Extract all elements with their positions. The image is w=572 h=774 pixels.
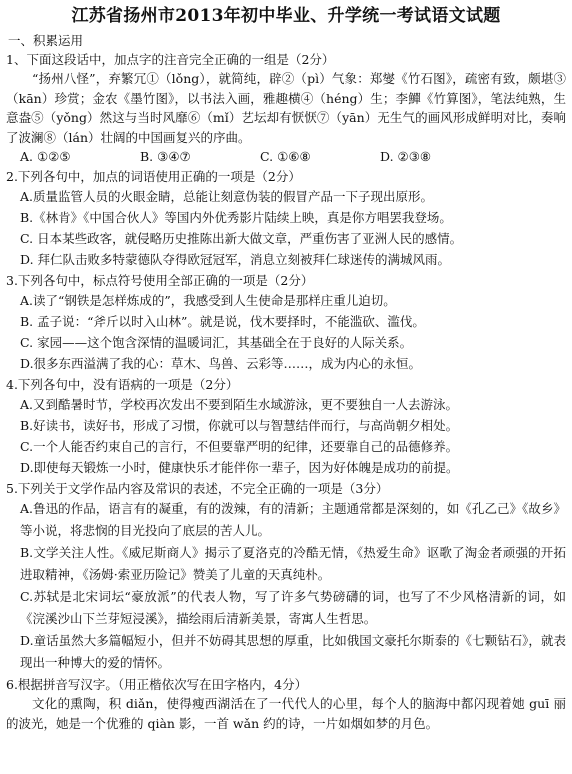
option-a: A.质量监管人员的火眼金睛，总能让刻意伪装的假冒产品一下子现出原形。 [20, 189, 434, 204]
option-d: D.很多东西溢满了我的心：草木、鸟兽、云彩等……，成为内心的永恒。 [20, 356, 422, 371]
question-3 [6, 272, 566, 374]
question-1-passage: “扬州八怪”，弃繁冗①（lǒng），就简纯，辟②（pì）气象：郑燮《竹石图》，疏密有致，颇堪③（kān）珍赏；金农《墨竹图》，以书法入画，雅趣横④（héng）生；李鱓《竹算图》，笔法纯熟，生意盎⑤（yǒng）然这与当时风靡⑥（mǐ）艺坛却有恹恹⑦（yān）无生气的画风形成鲜明对比，奏响了波澜⑧（lán）壮阔的中国画复兴的序曲。 [6, 71, 566, 145]
question-5-stem: 5.下列关于文学作品内容及常识的表述，不完全正确的一项是（3分） [6, 481, 389, 496]
option-c: C.一个人能否约束自己的言行，不但要靠严明的纪律，还要靠自己的品德修养。 [20, 439, 459, 454]
option-d: D.即使每天锻炼一小时，健康快乐才能伴你一辈子，因为好体魄是成功的前提。 [20, 460, 459, 475]
question-6-stem: 6.根据拼音写汉字。（用正楷依次写在田字格内，4分） [6, 677, 308, 692]
option-b: B. 孟子说：“斧斤以时入山林”。就是说，伐木要择时，不能滥砍、滥伐。 [20, 314, 425, 329]
option-a: A. ①②⑤ [20, 149, 71, 164]
section-heading: 一、积累运用 [8, 33, 84, 48]
exam-title: 江苏省扬州市2013年初中毕业、升学统一考试语文试题 [71, 6, 501, 26]
option-b: B.好读书，读好书，形成了习惯，你就可以与智慧结伴而行，与高尚朝夕相处。 [20, 418, 459, 433]
option-d: D. ②③⑧ [380, 149, 432, 164]
question-4-stem: 4.下列各句中，没有语病的一项是（2分） [6, 377, 239, 392]
option-a: A.鲁迅的作品，语言有的凝重，有的泼辣，有的清新；主题通常都是深刻的，如《孔乙己》《故乡》等小说，将悲悯的目光投向了底层的苦人儿。 [20, 501, 566, 538]
question-1-options [20, 147, 566, 166]
question-3-stem: 3.下列各句中，标点符号使用全部正确的一项是（2分） [6, 273, 314, 288]
option-d: D.童话虽然大多篇幅短小，但并不妨碍其思想的厚重，比如俄国文豪托尔斯泰的《七颗钻石》，就表现出一种博大的爱的情怀。 [20, 633, 566, 670]
option-c: C. 家园——这个饱含深情的温暖词汇，其基础全在于良好的人际关系。 [20, 335, 413, 350]
option-d: D. 拜仁队击败多特蒙德队夺得欧冠冠军，消息立刻被拜仁球迷传的满城风雨。 [20, 252, 451, 267]
question-4 [6, 376, 566, 478]
question-6-passage: 文化的熏陶，积 diǎn，使得瘦西湖活在了一代代人的心里，每个人的脑海中都闪现着她 guī 丽的波光，她是一个优雅的 qiàn 影，一首 wǎn 约的诗，一片如烟如梦的月色。 [6, 696, 566, 731]
option-a: A.又到酷暑时节，学校再次发出不要到陌生水域游泳，更不要独自一人去游泳。 [20, 397, 459, 412]
option-c: C. ①⑥⑧ [260, 149, 311, 164]
question-5 [6, 480, 566, 674]
option-c: C. 日本某些政客，就侵略历史推陈出新大做文章，严重伤害了亚洲人民的感情。 [20, 231, 463, 246]
option-b: B.文学关注人性。《威尼斯商人》揭示了夏洛克的冷酷无情，《热爱生命》讴歌了淘金者顽强的开拓进取精神，《汤姆·索亚历险记》赞美了儿童的天真纯朴。 [20, 545, 566, 582]
question-1-stem: 1、下面这段话中，加点字的注音完全正确的一组是（2分） [6, 52, 335, 67]
option-b: B. ③④⑦ [140, 149, 191, 164]
option-a: A.读了“钢铁是怎样炼成的”，我感受到人生使命是那样庄重儿迫切。 [20, 293, 396, 308]
option-c: C.苏轼是北宋词坛“豪放派”的代表人物，写了许多气势磅礴的词，也写了不少风格清新的词，如《浣溪沙山下兰芽短浸溪》，描绘雨后清新美景，寄寓人生哲思。 [20, 589, 566, 626]
question-1 [6, 51, 566, 166]
question-2-stem: 2.下列各句中，加点的词语使用正确的一项是（2分） [6, 169, 301, 184]
option-b: B.《林肯》《中国合伙人》等国内外优秀影片陆续上映，真是你方唱罢我登场。 [20, 210, 452, 225]
question-2 [6, 168, 566, 270]
question-6 [6, 676, 566, 733]
